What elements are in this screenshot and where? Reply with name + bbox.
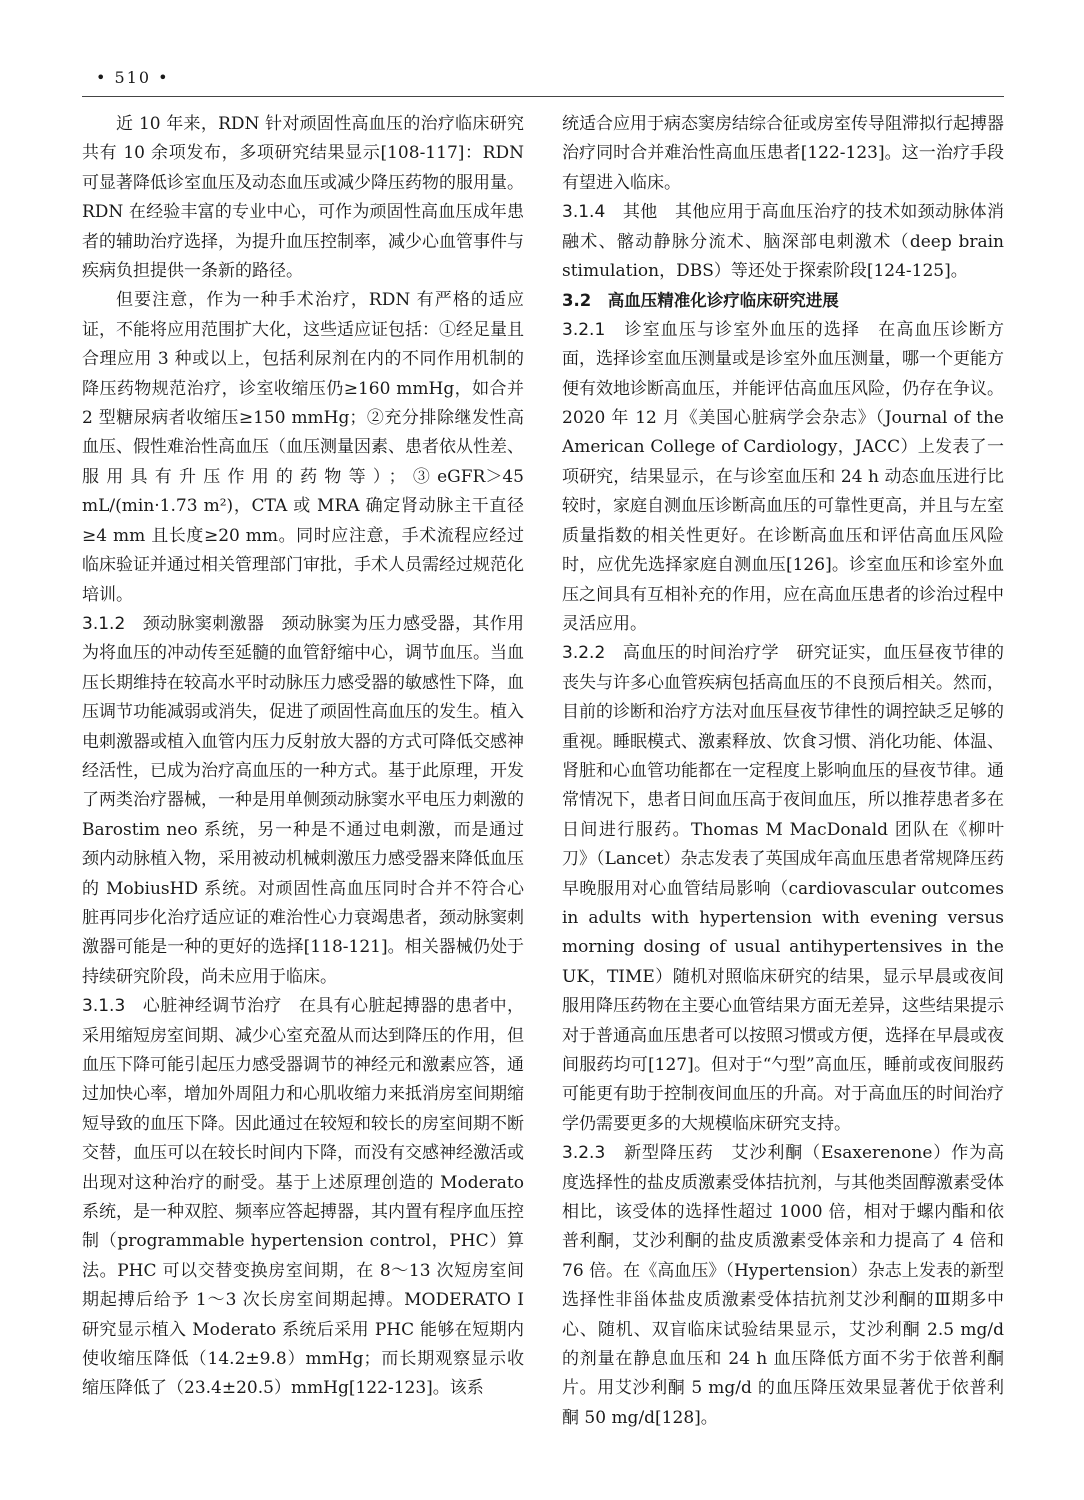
right-column [562,110,1004,1433]
subsection-heading: 3.2.1 诊室血压与诊室外血压的选择 [562,319,861,340]
subsection-paragraph: 3.2.3 新型降压药 艾沙利酮（Esaxerenone）作为高度选择性的盐皮质激素受体拮抗剂，与其他类固醇激素受体相比，该受体的选择性超过 1000 倍，相对于螺内酯和依普利酮，艾沙利酮的盐皮质激素受体亲和力提高了 4 倍和 76 倍。在《高血压》（Hypertension）杂志上发表的新型选择性非甾体盐皮质激素受体拮抗剂艾沙利酮的Ⅲ期多中心、随机、双盲临床试验结果显示，艾沙利酮 2.5 mg/d 的剂量在静息血压和 24 h 血压降低方面不劣于依普利酮片。用艾沙利酮 5 mg/d 的血压降压效果显著优于依普利酮 50 mg/d[128]。 [562,1143,1005,1428]
subsection-heading: 3.1.3 心脏神经调节治疗 [82,996,282,1017]
subsection-paragraph: 3.1.2 颈动脉窦刺激器 颈动脉窦为压力感受器，其作用为将血压的冲动传至延髓的血管舒缩中心，调节血压。当血压长期维持在较高水平时动脉压力感受器的敏感性下降，血压调节功能减弱或消失，促进了顽固性高血压的发生。植入电刺激器或植入血管内压力反射放大器的方式可降低交感神经活性，已成为治疗高血压的一种方式。基于此原理，开发了两类治疗器械，一种是用单侧颈动脉窦水平电压力刺激的 Barostim neo 系统，另一种是不通过电刺激，而是通过颈内动脉植入物，采用被动机械刺激压力感受器来降低血压的 MobiusHD 系统。对顽固性高血压同时合并不符合心脏再同步化治疗适应证的难治性心力衰竭患者，颈动脉窦刺激器可能是一种的更好的选择[118-121]。相关器械仍处于持续研究阶段，尚未应用于临床。 [82,613,525,987]
page-number: • 510 • [96,68,170,87]
subsection-heading: 3.2.2 高血压的时间治疗学 [562,643,779,664]
subsection-paragraph: 3.2.1 诊室血压与诊室外血压的选择 在高血压诊断方面，选择诊室血压测量或是诊室外血压测量，哪一个更能方便有效地诊断高血压，并能评估高血压风险，仍存在争议。2020 年 12 月《美国心脏病学会杂志》（Journal of the American College of Cardiology，JACC）上发表了一项研究，结果显示，在与诊室血压和 24 h 动态血压进行比较时，家庭自测血压诊断高血压的可靠性更高，并且与左室质量指数的相关性更好。在诊断高血压和评估高血压风险时，应优先选择家庭自测血压[126]。诊室血压和诊室外血压之间具有互相补充的作用，应在高血压患者的诊治过程中灵活应用。 [562,319,1004,634]
subsection-paragraph: 3.1.4 其他 其他应用于高血压治疗的技术如颈动脉体消融术、髂动静脉分流术、脑深部电刺激术（deep brain stimulation，DBS）等还处于探索阶段[124-125]。 [562,202,1005,282]
paragraph: 但要注意，作为一种手术治疗，RDN 有严格的适应证，不能将应用范围扩大化，这些适应证包括：①经足量且合理应用 3 种或以上，包括利尿剂在内的不同作用机制的降压药物规范治疗，诊室收缩压仍≥160 mmHg，如合并 2 型糖尿病者收缩压≥150 mmHg；②充分排除继发性高血压、假性难治性高血压（血压测量因素、患者依从性差、服用具有升压作用的药物等）；③eGFR＞45 mL/(min·1.73 m²)，CTA 或 MRA 确定肾动脉主干直径≥4 mm 且长度≥20 mm。同时应注意，手术流程应经过临床验证并通过相关管理部门审批，手术人员需经过规范化培训。 [82,290,524,605]
subsection-paragraph: 3.1.3 心脏神经调节治疗 在具有心脏起搏器的患者中，采用缩短房室间期、减少心室充盈从而达到降压的作用，但血压下降可能引起压力感受器调节的神经元和激素应答，通过加快心率，增加外周阻力和心肌收缩力来抵消房室间期缩短导致的血压下降。因此通过在较短和较长的房室间期不断交替，血压可以在较长时间内下降，而没有交感神经激活或出现对这种治疗的耐受。基于上述原理创造的 Moderato 系统，是一种双腔、频率应答起搏器，其内置有程序血压控制（programmable hypertension control，PHC）算法。PHC 可以交替变换房室间期，在 8～13 次短房室间期起搏后给予 1～3 次长房室间期起搏。MODERATO I 研究显示植入 Moderato 系统后采用 PHC 能够在短期内使收缩压降低（14.2±9.8）mmHg；而长期观察显示收缩压降低了（23.4±20.5）mmHg[122-123]。该系 [82,996,525,1399]
page-header [82,66,1004,97]
paragraph: 统适合应用于病态窦房结综合征或房室传导阻滞拟行起搏器治疗同时合并难治性高血压患者[122-123]。这一治疗手段有望进入临床。 [562,114,1004,193]
subsection-heading: 3.1.4 其他 [562,202,658,223]
section-heading: 3.2 高血压精准化诊疗临床研究进展 [562,291,839,311]
left-column [82,110,524,1404]
subsection-heading: 3.1.2 颈动脉窦刺激器 [82,613,265,634]
paragraph: 近 10 年来，RDN 针对顽固性高血压的治疗临床研究共有 10 余项发布，多项研究结果显示[108-117]：RDN 可显著降低诊室血压及动态血压或减少降压药物的服用量。RDN 在经验丰富的专业中心，可作为顽固性高血压成年患者的辅助治疗选择，为提升血压控制率，减少心血管事件与疾病负担提供一条新的路径。 [82,114,524,282]
subsection-paragraph: 3.2.2 高血压的时间治疗学 研究证实，血压昼夜节律的丧失与许多心血管疾病包括高血压的不良预后相关。然而，目前的诊断和治疗方法对血压昼夜节律性的调控缺乏足够的重视。睡眠模式、激素释放、饮食习惯、消化功能、体温、肾脏和心血管功能都在一定程度上影响血压的昼夜节律。通常情况下，患者日间血压高于夜间血压，所以推荐患者多在日间进行服药。Thomas M MacDonald 团队在《柳叶刀》（Lancet）杂志发表了英国成年高血压患者常规降压药早晚服用对心血管结局影响（cardiovascular outcomes in adults with hypertension with evening versus morning dosing of usual antihypertensives in the UK，TIME）随机对照临床研究的结果，显示早晨或夜间服用降压药物在主要心血管结果方面无差异，这些结果提示对于普通高血压患者可以按照习惯或方便，选择在早晨或夜间服药均可[127]。但对于“勺型”高血压，睡前或夜间服药可能更有助于控制夜间血压的升高。对于高血压的时间治疗学仍需要更多的大规模临床研究支持。 [562,643,1005,1134]
subsection-heading: 3.2.3 新型降压药 [562,1143,714,1164]
